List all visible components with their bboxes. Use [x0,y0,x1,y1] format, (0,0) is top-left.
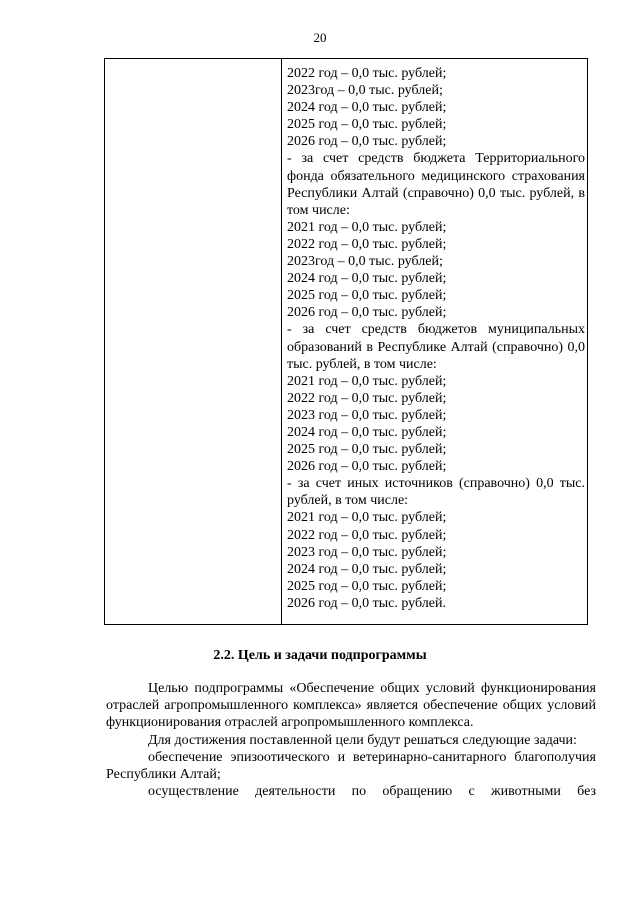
funding-source-other: - за счет иных источников (справочно) 0,0 тыс. рублей, в том числе: [287,476,585,509]
funding-line: 2026 год – 0,0 тыс. рублей; [287,459,447,475]
funding-line: 2026 год – 0,0 тыс. рублей. [287,595,446,611]
paragraph-task-veterinary: обеспечение эпизоотического и ветеринарно-санитарного благополучия Республики Алтай; [106,749,596,783]
funding-line: 2022 год – 0,0 тыс. рублей; [287,66,447,81]
funding-line: 2021 год – 0,0 тыс. рублей; [287,373,447,389]
funding-line: 2025 год – 0,0 тыс. рублей; [287,288,447,304]
funding-line: 2023год – 0,0 тыс. рублей; [287,254,443,270]
funding-line: 2024 год – 0,0 тыс. рублей; [287,424,447,440]
funding-line: 2024 год – 0,0 тыс. рублей; [287,271,447,287]
section-heading: 2.2. Цель и задачи подпрограммы [213,648,427,663]
funding-line: 2026 год – 0,0 тыс. рублей; [287,305,447,321]
funding-line: 2026 год – 0,0 тыс. рублей; [287,134,447,150]
funding-line: 2021 год – 0,0 тыс. рублей; [287,510,447,526]
funding-line: 2023 год – 0,0 тыс. рублей; [287,544,447,560]
section-body [106,680,596,800]
funding-line: 2022 год – 0,0 тыс. рублей; [287,236,447,252]
funding-line: 2024 год – 0,0 тыс. рублей; [287,561,447,577]
funding-table-right-cell [287,65,585,612]
funding-line: 2025 год – 0,0 тыс. рублей; [287,117,447,133]
paragraph-task-animals: осуществление деятельности по обращению с животными без [148,784,596,800]
paragraph-tasks-intro: Для достижения поставленной цели будут решаться следующие задачи: [148,732,577,748]
funding-source-tfoms: - за счет средств бюджета Территориального фонда обязательного медицинского страхования Республики Алтай (справочно) 0,0 тыс. рублей, в том числе: [287,151,585,218]
funding-line: 2025 год – 0,0 тыс. рублей; [287,442,447,458]
funding-line: 2022 год – 0,0 тыс. рублей; [287,527,447,543]
funding-line: 2023год – 0,0 тыс. рублей; [287,83,443,99]
funding-line: 2024 год – 0,0 тыс. рублей; [287,100,447,116]
funding-line: 2023 год – 0,0 тыс. рублей; [287,407,447,423]
funding-line: 2022 год – 0,0 тыс. рублей; [287,390,447,406]
funding-line: 2021 год – 0,0 тыс. рублей; [287,219,447,235]
funding-source-municipal: - за счет средств бюджетов муниципальных образований в Республике Алтай (справочно) 0,0 тыс. рублей, в том числе: [287,322,585,372]
table-column-divider [281,59,282,624]
page-number: 20 [313,30,327,45]
funding-line: 2025 год – 0,0 тыс. рублей; [287,578,447,594]
funding-table [104,58,588,625]
paragraph-goal: Целью подпрограммы «Обеспечение общих условий функционирования отраслей агропромышленного комплекса» является обеспечение общих условий функционирования отраслей агропромышленного комплекса. [106,681,596,731]
